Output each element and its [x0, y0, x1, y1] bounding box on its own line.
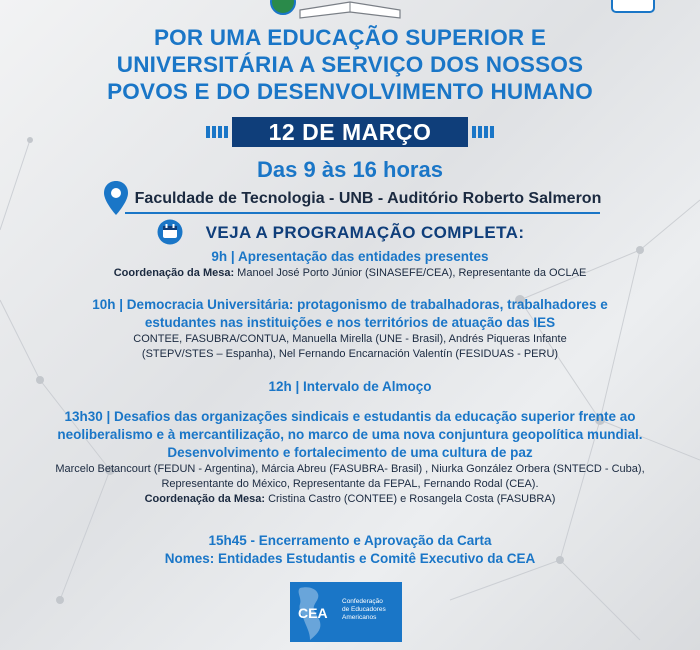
- americas-map-icon: [290, 582, 342, 642]
- schedule-item-9h: [0, 248, 700, 281]
- schedule-item-title: Nomes: Entidades Estudantis e Comitê Executivo da CEA: [164, 551, 536, 566]
- logo-text-line: Americanos: [342, 614, 377, 621]
- schedule-item-participants: Marcelo Betancourt (FEDUN - Argentina), Márcia Abreu (FASUBRA- Brasil) , Niurka González Orbera (SNTECD - Cuba),: [55, 463, 645, 475]
- schedule-item-title: 9h | Apresentação das entidades presentes: [211, 249, 489, 264]
- schedule-item-coordination: [0, 492, 700, 507]
- schedule-item-10h: [0, 296, 700, 362]
- coordination-text: Manoel José Porto Júnior (SINASEFE/CEA), Representante da OCLAE: [234, 267, 587, 279]
- schedule-item-title: Desenvolvimento e fortalecimento de uma cultura de paz: [167, 445, 533, 460]
- globe-icon: [271, 0, 295, 14]
- coordination-label: Coordenação da Mesa:: [144, 493, 266, 505]
- headline-line: POR UMA EDUCAÇÃO SUPERIOR E: [153, 25, 547, 50]
- logo-text-line: Confederação: [342, 598, 383, 605]
- cea-logo: [290, 582, 402, 642]
- event-hours: Das 9 às 16 horas: [257, 157, 443, 182]
- schedule-item-participants: (STEPV/STES – Espanha), Nel Fernando Encarnación Valentín (FESIDUAS - PERU): [141, 348, 559, 360]
- headline: [0, 24, 700, 105]
- date-bar-stripes-right: [472, 126, 494, 138]
- schedule-item-title: neoliberalismo e à mercantilização, no marco de uma nova conjuntura geopolítica mundial.: [57, 427, 643, 442]
- schedule-item-participants: CONTEE, FASUBRA/CONTUA, Manuella Mirella (UNE - Brasil), Andrés Piqueras Infante: [133, 333, 567, 345]
- logo-text-line: de Educadores: [342, 606, 386, 613]
- schedule-item-title: 12h | Intervalo de Almoço: [268, 379, 432, 394]
- tablet-icon: [612, 0, 654, 12]
- coordination-text: Cristina Castro (CONTEE) e Rosangela Costa (FASUBRA): [265, 493, 556, 505]
- schedule-item-title: 10h | Democracia Universitária: protagonismo de trabalhadoras, trabalhadores e: [92, 297, 608, 312]
- program-section-title: VEJA A PROGRAMAÇÃO COMPLETA:: [205, 223, 525, 242]
- schedule-item-title: estudantes nas instituições e nos territórios de atuação das IES: [144, 315, 556, 330]
- logo-wordmark: [342, 598, 400, 622]
- schedule-item-15h45: [0, 532, 700, 568]
- headline-line: POVOS E DO DESENVOLVIMENTO HUMANO: [107, 79, 593, 104]
- schedule-item-participants: Representante do México, Representante da FEPAL, Fernando Rodal (CEA).: [161, 478, 539, 490]
- date-bar-stripes-left: [206, 126, 228, 138]
- date-banner: 12 DE MARÇO: [232, 117, 468, 147]
- schedule-item-title: 15h45 - Encerramento e Aprovação da Carta: [208, 533, 492, 548]
- book-icon: [300, 2, 400, 18]
- logo-mark: CEA: [298, 605, 328, 621]
- event-location: Faculdade de Tecnologia - UNB - Auditório Roberto Salmeron: [134, 190, 602, 207]
- schedule-item-coordination: [0, 266, 700, 281]
- coordination-label: Coordenação da Mesa:: [113, 267, 235, 279]
- headline-line: UNIVERSITÁRIA A SERVIÇO DOS NOSSOS: [116, 52, 584, 77]
- top-decoration: [0, 0, 700, 22]
- schedule-item-13h30: [0, 408, 700, 507]
- schedule-item-12h: [0, 378, 700, 396]
- schedule-item-title: 13h30 | Desafios das organizações sindicais e estudantis da educação superior frente ao: [64, 409, 636, 424]
